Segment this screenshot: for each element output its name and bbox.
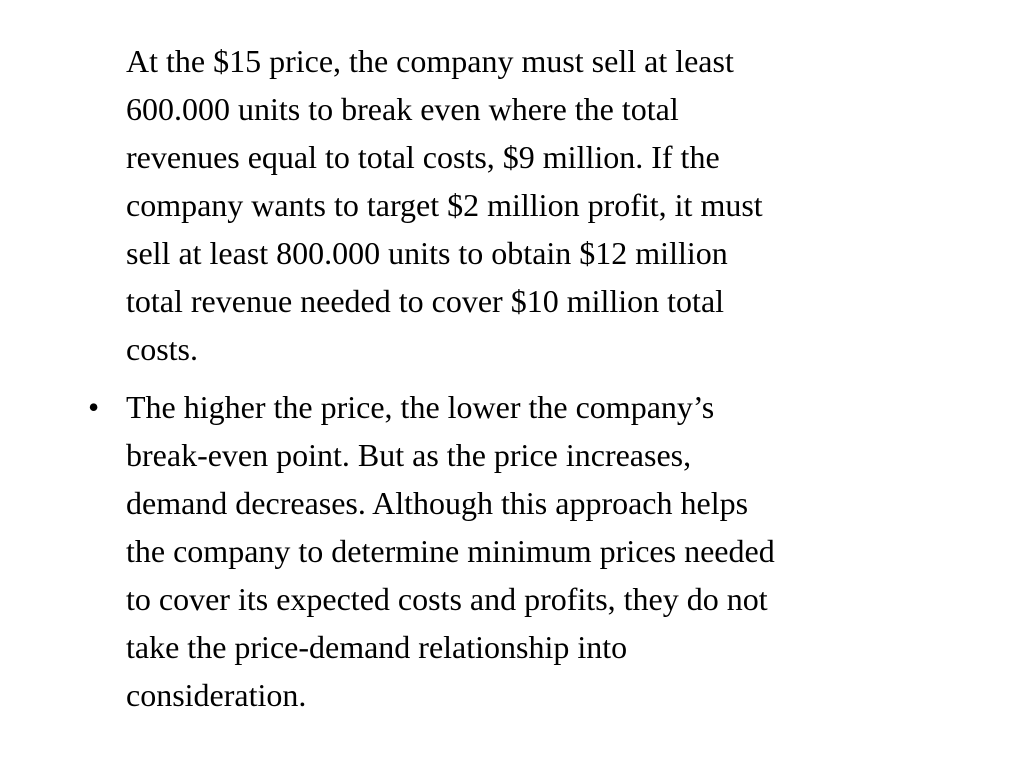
paragraph-break-even-example: At the $15 price, the company must sell at least 600.000 units to break even where the total revenues equal to total costs, $9 million. If the company wants to target $2 million profit, it must sell at least 800.000 units to obtain $12 million total revenue needed to cover $10 million total costs.: [126, 43, 763, 367]
bullet-paragraph-price-demand: The higher the price, the lower the company’s break-even point. But as the price increases, demand decreases. Although this approach helps the company to determine minimum prices needed to cover its expected costs and profits, they do not take the price-demand relationship into consideration.: [126, 389, 775, 713]
bullet-marker: •: [88, 389, 100, 425]
